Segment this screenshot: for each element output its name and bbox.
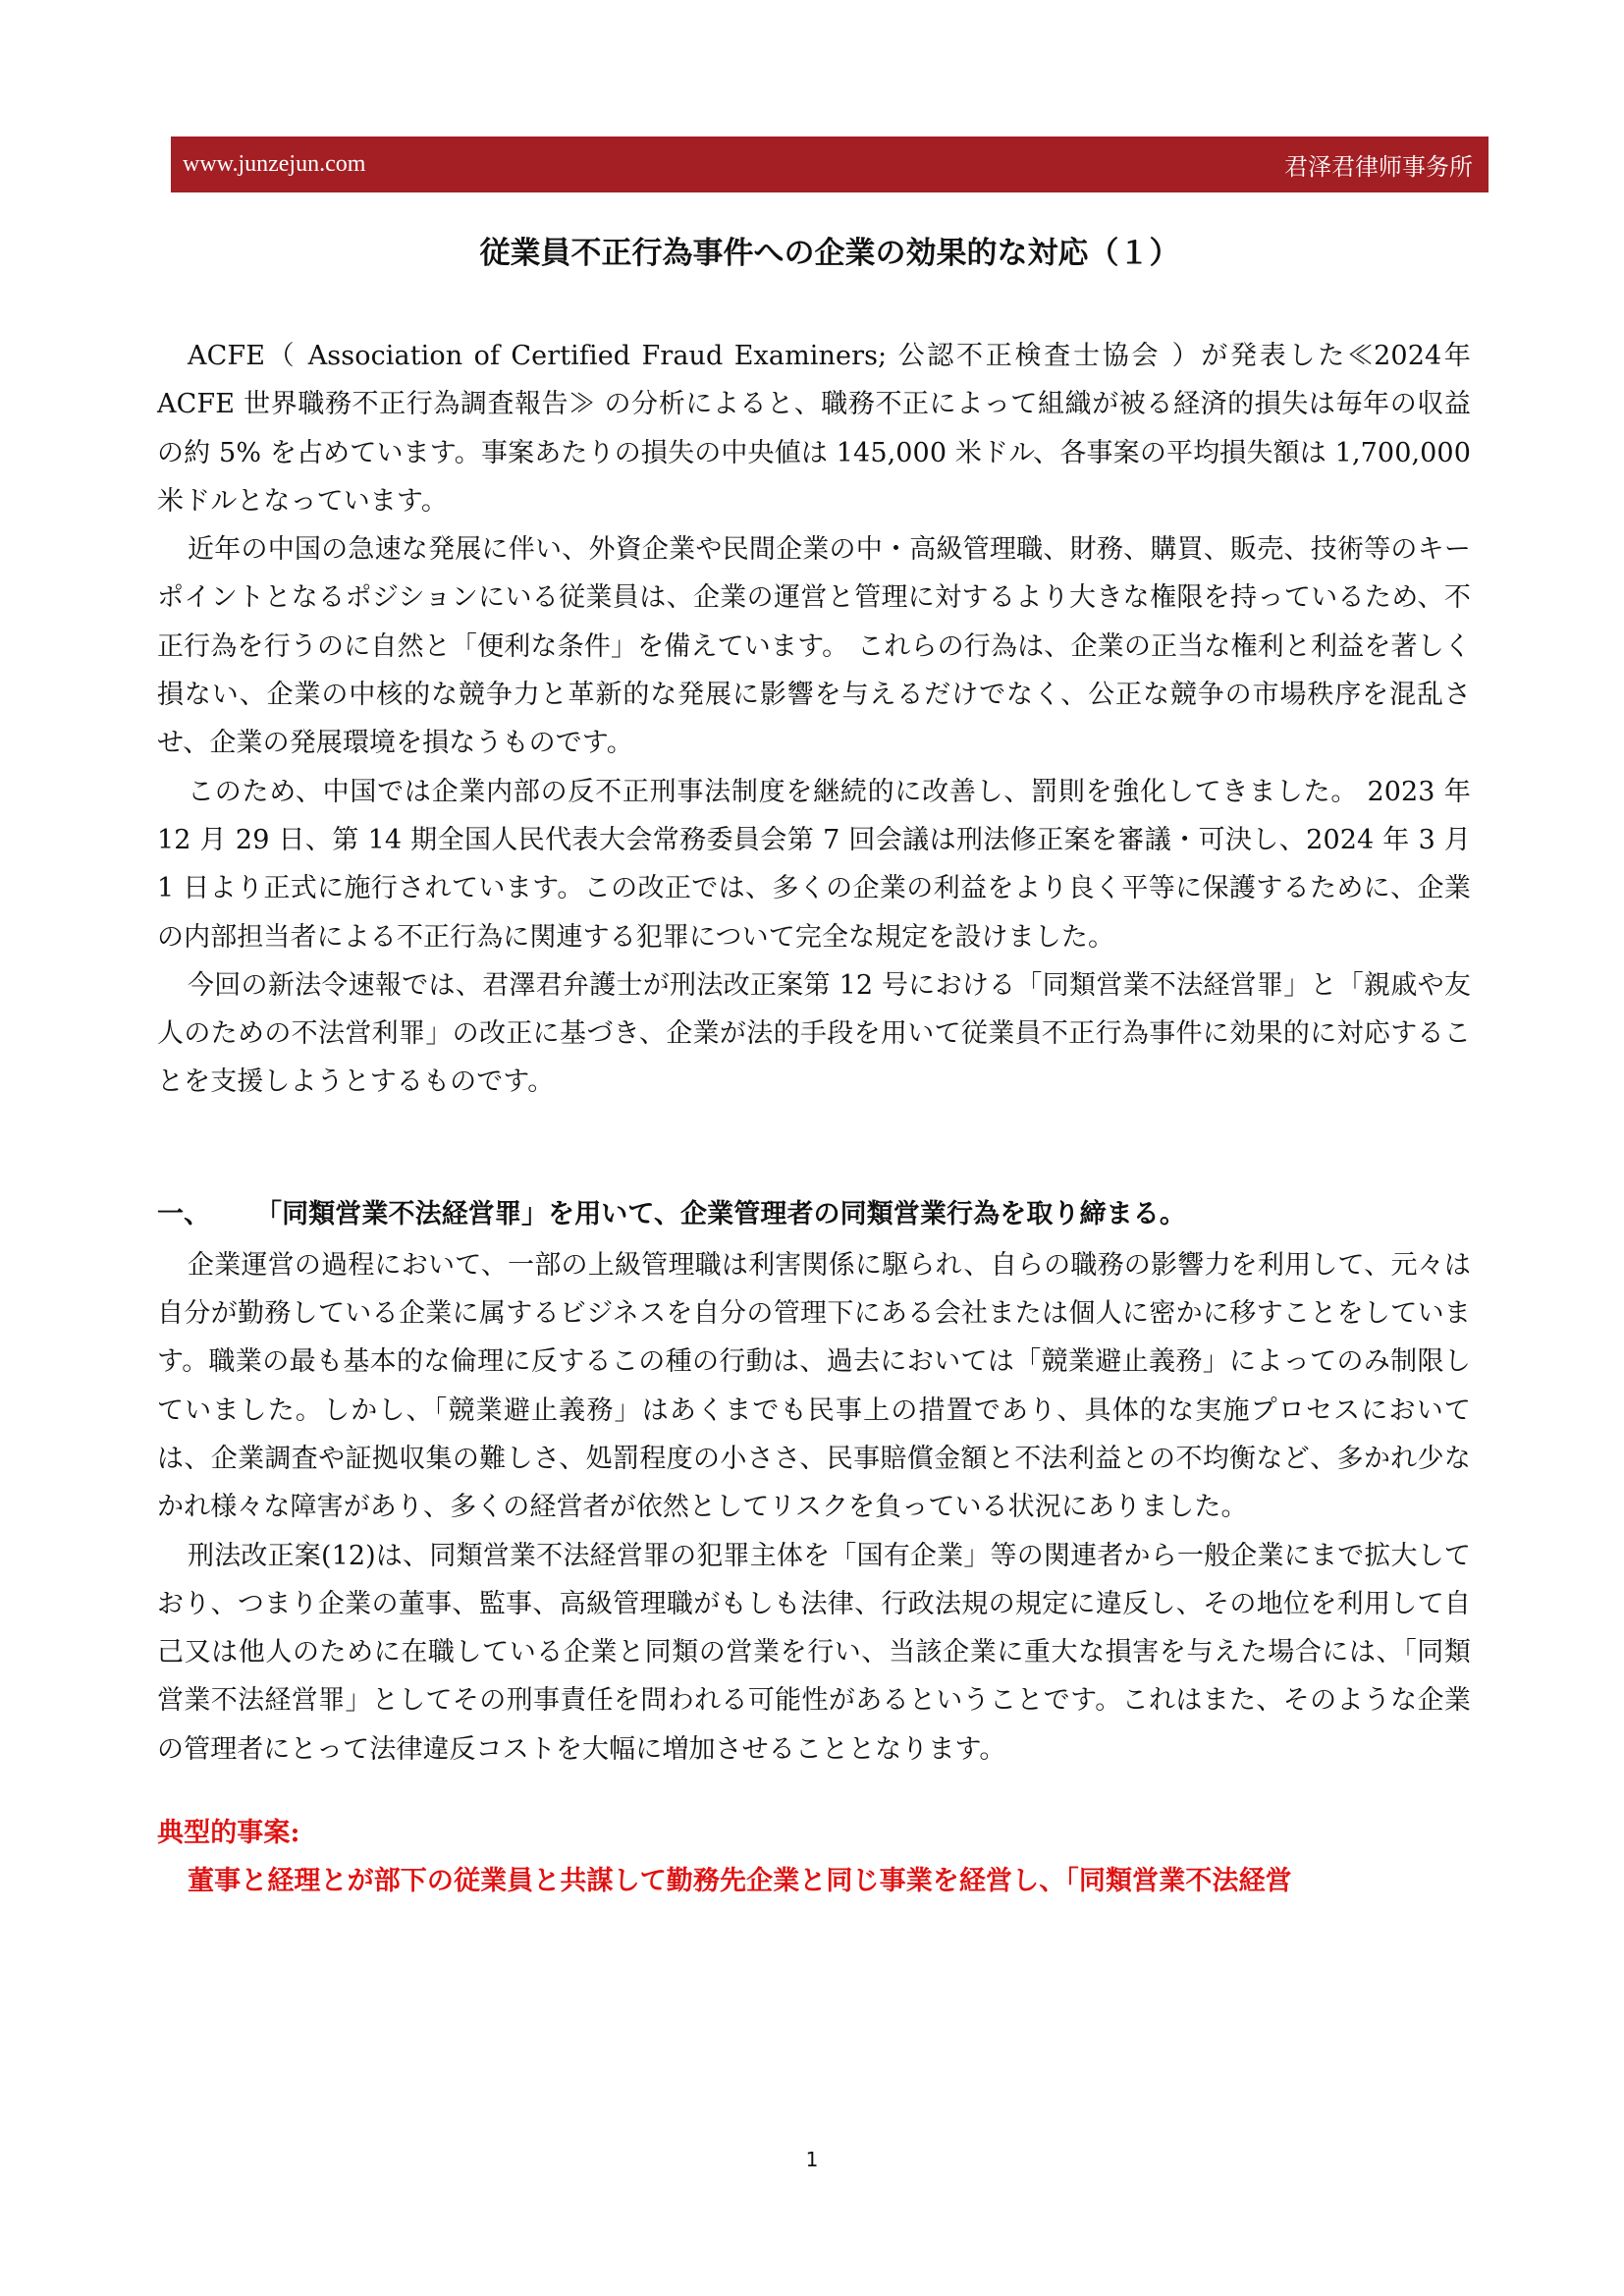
website-link[interactable]: www.junzejun.com: [183, 151, 366, 177]
section-1-heading: [157, 1190, 1471, 1238]
case-label: 典型的事案:: [157, 1818, 300, 1849]
section-1-paragraph-1: 企業運営の過程において、一部の上級管理職は利害関係に駆られ、自らの職務の影響力を利用して、元々は自分が勤務している企業に属するビジネスを自分の管理下にある会社または個人に密かに移すことをしています。職業の最も基本的な倫理に反するこの種の行動は、過去においては「競業避止義務」によってのみ制限していました。しかし、「競業避止義務」はあくまでも民事上の措置であり、具体的な実施プロセスにおいては、企業調査や証拠収集の難しさ、処罰程度の小ささ、民事賠償金額と不法利益との不均衡など、多かれ少なかれ様々な障害があり、多くの経営者が依然としてリスクを負っている状況にありました。: [157, 1249, 1471, 1523]
case-text: 董事と経理とが部下の従業員と共謀して勤務先企業と同じ事業を経営し、「同類営業不法経営: [188, 1866, 1292, 1897]
law-firm-name: 君泽君律师事务所: [1284, 155, 1473, 181]
page-number: 1: [805, 2148, 819, 2171]
section-1-number: 一、: [157, 1198, 211, 1230]
intro-paragraph-3: このため、中国では企業内部の反不正刑事法制度を継続的に改善し、罰則を強化してきました。 2023 年 12 月 29 日、第 14 期全国人民代表大会常務委員会第 7 回会議は刑法修正案を審議・可決し、2024 年 3 月 1 日より正式に施行されています。この改正では、多くの企業の利益をより良く平等に保護するために、企業の内部担当者による不正行為に関連する犯罪について完全な規定を設けました。: [157, 776, 1471, 953]
section-1-paragraph-2: 刑法改正案(12)は、同類営業不法経営罪の犯罪主体を「国有企業」等の関連者から一般企業にまで拡大しており、つまり企業の董事、監事、高級管理職がもしも法律、行政法規の規定に違反し、その地位を利用して自己又は他人のために在職している企業と同類の営業を行い、当該企業に重大な損害を与えた場合には、「同類営業不法経営罪」としてその刑事責任を問われる可能性があるということです。これはまた、そのような企業の管理者にとって法律違反コストを大幅に増加させることとなります。: [157, 1540, 1471, 1765]
document-body: [157, 332, 1471, 1905]
document-title: 従業員不正行為事件への企業の効果的な対応（１）: [479, 236, 1180, 271]
intro-paragraph-1: ACFE（ Association of Certified Fraud Examiners; 公認不正検査士協会 ）が発表した≪2024年 ACFE 世界職務不正行為調査報告≫ の分析によると、職務不正によって組織が被る経済的損失は毎年の収益の約 5% を占めています。事案あたりの損失の中央値は 145,000 米ドル、各事案の平均損失額は 1,700,000 米ドルとなっています。: [157, 341, 1471, 517]
header-bar: [171, 137, 1489, 192]
intro-paragraph-4: 今回の新法令速報では、君澤君弁護士が刑法改正案第 12 号における「同類営業不法経営罪」と「親戚や友人のための不法営利罪」の改正に基づき、企業が法的手段を用いて従業員不正行為事件に効果的に対応することを支援しようとするものです。: [157, 969, 1471, 1098]
intro-paragraph-2: 近年の中国の急速な発展に伴い、外資企業や民間企業の中・高級管理職、財務、購買、販売、技術等のキーポイントとなるポジションにいる従業員は、企業の運営と管理に対するより大きな権限を持っているため、不正行為を行うのに自然と「便利な条件」を備えています。 これらの行為は、企業の正当な権利と利益を著しく損ない、企業の中核的な競争力と革新的な発展に影響を与えるだけでなく、公正な競争の市場秩序を混乱させ、企業の発展環境を損なうものです。: [157, 534, 1471, 759]
section-1-title: 「同類営業不法経営罪」を用いて、企業管理者の同類営業行為を取り締まる。: [255, 1198, 1186, 1230]
